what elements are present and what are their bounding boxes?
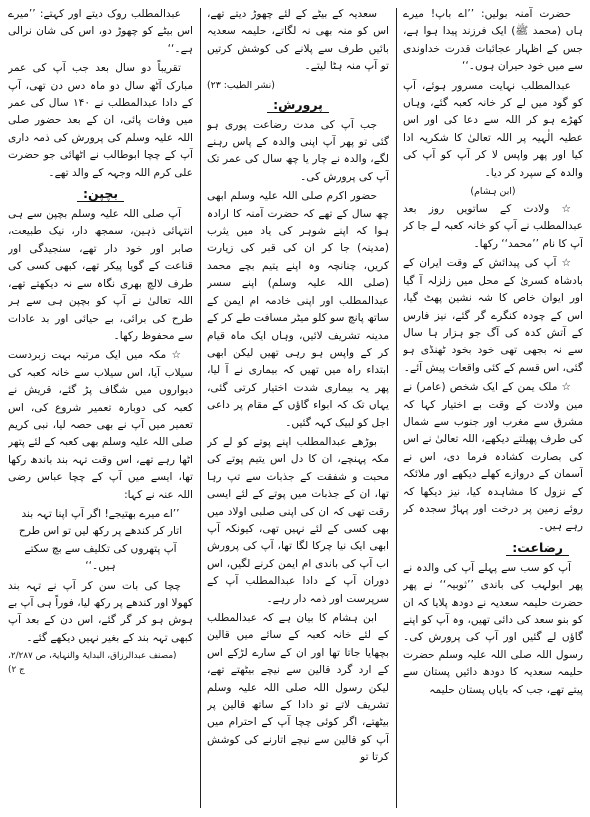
- paragraph: بوڑھے عبدالمطلب اپنے پوتے کو لے کر مکہ پہنچے، ان کا دل اس یتیم پوتے کی محبت و شفقت کے جذبات سے تپ رہا تھا، ان کے جذبات میں پوتے کے لئے ایسی رقت تھی کہ ان کی اپنی صلبی اولاد میں بھی کسی کے لئے نہیں تھی، کیونکہ آپ ابھی ایک نیا چرکا لگا تھا، آپ کی پرورش اب آپ کی باندی ام ایمن کرنے لگیں، اس دوران آپ کے دادا عبدالمطلب آپ کے سرپرست اور ذمہ دار رہے۔: [207, 435, 389, 605]
- section-heading: [403, 538, 583, 558]
- paragraph: سعدیہ کے بیٹے کے لئے چھوڑ دیتے تھے، اس کو منہ بھی نہ لگاتے، حلیمہ سعدیہ بائیں طرف سے پلانے کی کوشش کرتیں تو آپ منہ ہٹا لیتے۔: [207, 8, 389, 73]
- paragraph: جب آپ کی مدت رضاعت پوری ہو گئی تو پھر آپ اپنی والدہ کے پاس رہنے لگے، والدہ نے چار یا چھ سال کی عمر تک آپ کی پرورش کی۔: [207, 118, 389, 183]
- paragraph: ☆ مکہ میں ایک مرتبہ بہت زبردست سیلاب آیا، اس سیلاب سے خانہ کعبہ کی دیواروں میں شگاف پڑ گئے، قریش نے کعبہ کی دوبارہ تعمیر شروع کی، اس تعمیر میں آپ نے بھی حصہ لیا، نبی کریم صلی اللہ علیہ وسلم بھی کعبہ کے لئے پتھر اٹھا رہے تھے، اس وقت تہہ بند باندھ رکھا تھا، ایسے میں آپ کے چچا عباس رضی اللہ عنہ نے کہا:: [8, 349, 193, 501]
- section-heading: [8, 184, 193, 204]
- paragraph: حضرت آمنہ بولیں: ’’اے باپ! میرے ہاں (محمد ﷺ) ایک فرزند پیدا ہوا ہے، جس کے اظہار عجائبات قدرت خداوندی سے میں خود حیران ہوں۔‘‘: [403, 8, 583, 73]
- quoted-verse: ’’اے میرے بھتیجے! اگر آپ اپنا تہہ بند اتار کر کندھے پر رکھ لیں تو اس طرح آپ پتھروں کی تکلیف سے بچ سکتے ہیں۔‘‘: [18, 507, 183, 573]
- column-divider: [200, 8, 201, 808]
- column-left: [8, 6, 193, 812]
- column-middle: [207, 6, 389, 812]
- paragraph: آپ صلی اللہ علیہ وسلم بچپن سے ہی انتہائی ذہین، سمجھ دار، نیک طبیعت، صابر اور خود دار تھے، سنجیدگی اور قناعت کے گویا پیکر تھے، کبھی کسی کی طرف لالچ بھری نگاہ سے نہ دیکھتے تھے، اللہ تعالیٰ نے آپ کو بچپن ہی سے ہر طرح کی برائی، بے حیائی اور بد عادات سے محفوظ رکھا۔: [8, 208, 193, 342]
- paragraph: تقریباً دو سال بعد جب آپ کی عمر مبارک آٹھ سال دو ماہ دس دن تھی، آپ کے دادا عبدالمطلب نے ۱۴۰ سال کی عمر میں وفات پائی، ان کے بعد حضور صلی اللہ علیہ وسلم کی پرورش کی ذمہ داری آپ کے چچا ابوطالب نے اٹھائی جو حضرت علی کرم اللہ وجہہ کے والد تھے۔: [8, 62, 193, 179]
- paragraph: ☆ ملک یمن کے ایک شخص (عامر) نے مین ولادت کے وقت بے اختیار کہا کہ مشرق سے مغرب اور جنوب سے شمال کی طرف پھیلتے دیکھے، اللہ تعالیٰ نے اس کی بصارت کشادہ فرما دی، اس نے آسمان کے دروازے کھلے دیکھے اور ملائکہ کے نزول کا مشاہدہ کیا، نیز دیکھا کہ روئے زمین پر درخت اور پہاڑ سجدہ کر رہے ہیں۔: [403, 381, 583, 533]
- paragraph: ☆ آپ کی پیدائش کے وقت ایران کے بادشاہ کسریٰ کے محل میں زلزلہ آ گیا اور ایوان خاص کا شہ نشین پھٹ گیا، اس کے چودہ کنگرے گر گئے، نیز فارس کے آتش کدہ کی آگ جو ہزار ہا سال سے نہ بجھی تھی خود بخود ٹھنڈی ہو گئی، اس قسم کے کئی واقعات پیش آئے۔: [403, 257, 583, 374]
- citation: (ابن ہشام): [470, 186, 516, 198]
- paragraph: عبدالمطلب نہایت مسرور ہوئے، آپ کو گود میں لے کر خانہ کعبہ گئے، وہاں کھڑے ہو کر اللہ سے دعا کی اور اس عطیہ الٰہیہ پر اللہ تعالیٰ کا شکریہ ادا کیا اور پھر واپس لا کر آپ کو آپ کی والدہ کے سپرد کر دیا۔: [403, 79, 583, 179]
- heading-text: پرورش:: [267, 97, 329, 113]
- column-divider: [396, 8, 397, 808]
- column-right: [403, 6, 583, 812]
- paragraph: ☆ ولادت کے ساتویں روز بعد عبدالمطلب نے آپ کو خانہ کعبہ لے جا کر آپ کا نام ’’محمد‘‘ رکھا۔: [403, 203, 583, 250]
- paragraph: ابن ہشام کا بیان ہے کہ عبدالمطلب کے لئے خانہ کعبہ کے سائے میں قالین بچھایا جاتا تھا اور ان کے سارے لڑکے اس کے ارد گرد قالین سے نیچے بیٹھتے تھے، لیکن رسول اللہ صلی اللہ علیہ وسلم تشریف لاتے تو دادا کے ساتھ قالین پر بیٹھتے، اگر کوئی چچا آپ کے احترام میں آپ کو قالین سے نیچے اتارنے کی کوشش کرتا تو: [207, 612, 389, 764]
- paragraph: آپ کو سب سے پہلے آپ کی والدہ نے پھر ابولہب کی باندی ’’ثوبیہ‘‘ نے پھر حضرت حلیمہ سعدیہ نے دودھ پلایا کہ ان کو بنو سعد کی دائی تھیں، وہ آپ کو اپنے گاؤں لے گئیں اور آپ کی پرورش کی۔ رسول اللہ صلی اللہ علیہ وسلم حضرت حلیمہ سعدیہ کا دودھ دائیں پستان سے پیتے تھے، جب کہ بایاں پستان حلیمہ: [403, 561, 583, 696]
- heading-text: رضاعت:: [506, 540, 569, 556]
- heading-text: بچپن:: [77, 186, 124, 202]
- paragraph: چچا کی بات سن کر آپ نے تہہ بند کھولا اور کندھے پر رکھ لیا، فوراً ہی آپ بے ہوش ہو کر گر گئے، اس دن کے بعد آپ کبھی تہہ بند کے بغیر نہیں دیکھے گئے۔: [8, 579, 193, 644]
- section-heading: [207, 95, 389, 115]
- paragraph: عبدالمطلب روک دیتے اور کہتے: ’’میرے اس بیٹے کو چھوڑ دو، اس کی شان نرالی ہے۔‘‘: [8, 8, 193, 55]
- citation: (مصنف عبدالرزاق، البدایۃ والنہایۃ، ص ۲/۲۸۷، ج ۲): [8, 651, 177, 676]
- citation: (نشر الطیب: ۲۳): [207, 79, 275, 91]
- paragraph: حضور اکرم صلی اللہ علیہ وسلم ابھی چھ سال کے تھے کہ حضرت آمنہ کا ارادہ ہوا کہ اپنے شوہر کی یاد میں یثرب (مدینہ) جا کر ان کی قبر کی زیارت کریں، چنانچہ وہ اپنے یتیم بچے محمد (صلی اللہ علیہ وسلم) اپنے سسر عبدالمطلب اور اپنی خادمہ ام ایمن کے ساتھ پانچ سو کلو میٹر مسافت طے کر کے مدینہ تشریف لائیں، وہاں ایک ماہ قیام کر کے واپس ہو رہی تھیں لیکن ابھی ابتداء راہ میں تھیں کہ بیماری نے آ لیا، پھر یہ بیماری شدت اختیار کرتی گئی، یہاں تک کہ ابواء گاؤں کے مقام پر داعی اجل کو لبیک کہہ گئیں۔: [207, 190, 389, 429]
